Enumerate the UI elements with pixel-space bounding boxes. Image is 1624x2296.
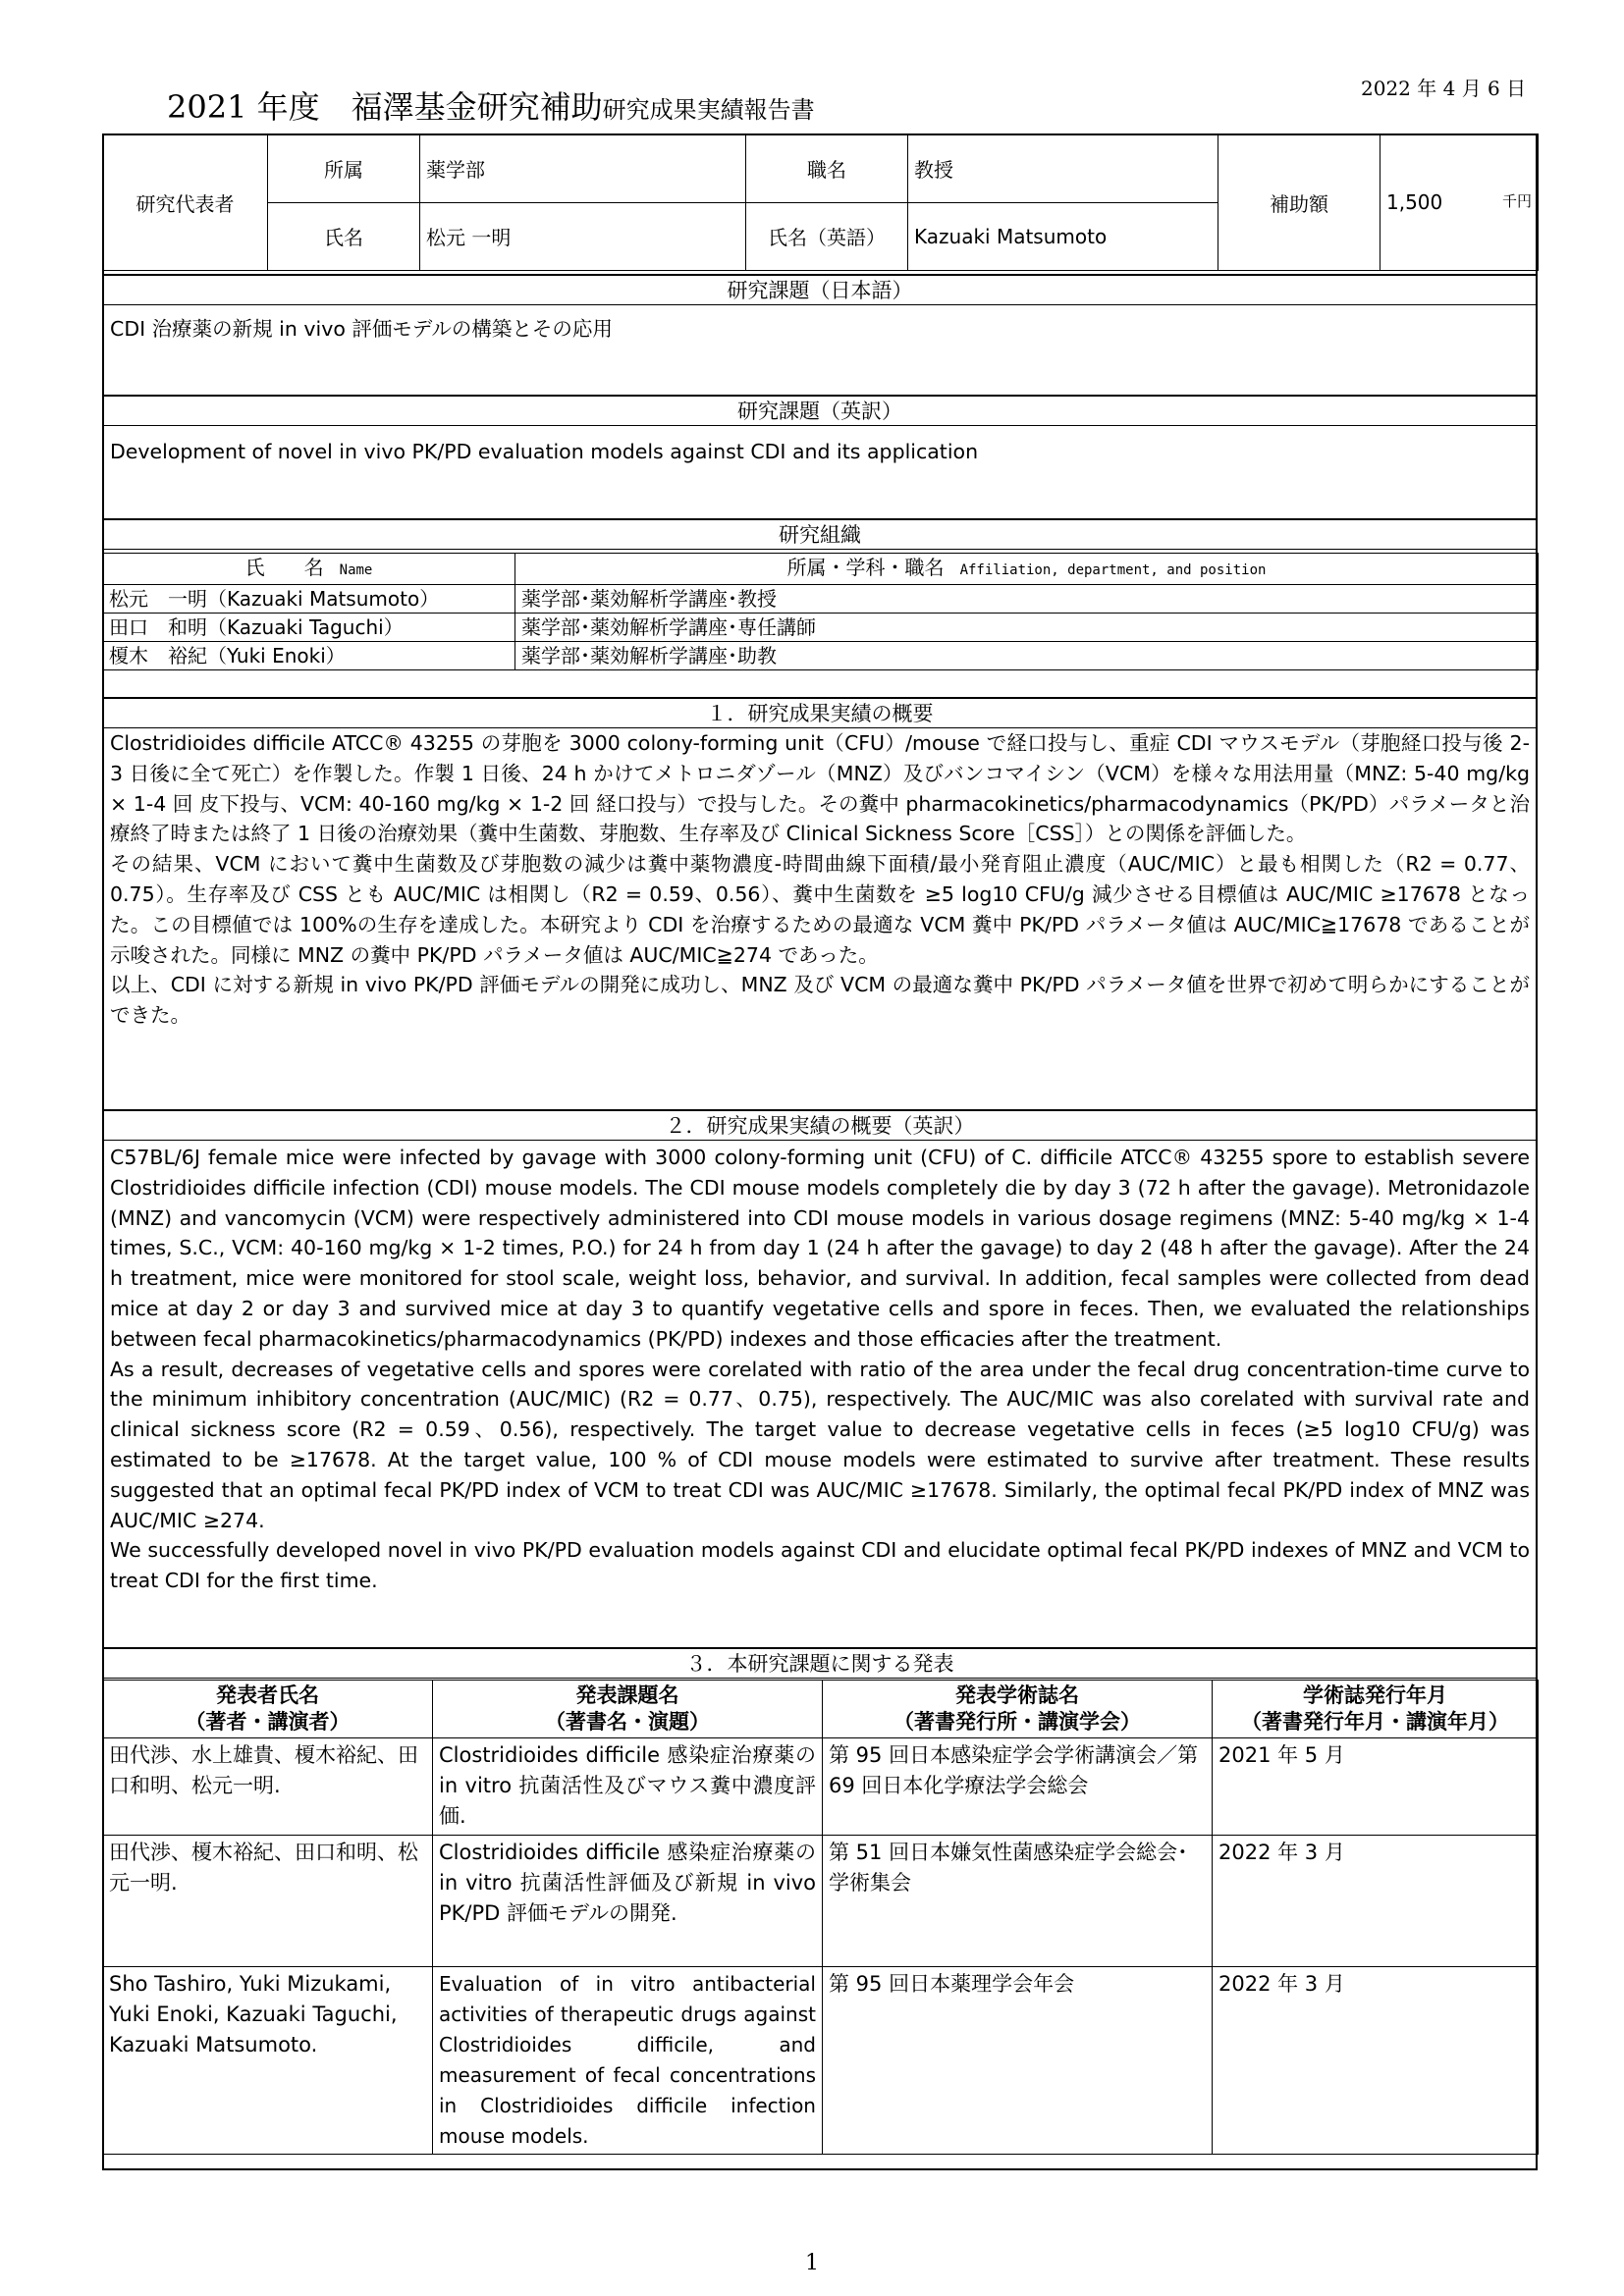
pub-title: Evaluation of in vitro antibacterial activities of therapeutic drugs against Clostridioides difficile, and measurement of fecal concentrations in Clostridioides difficile infection mouse models. xyxy=(433,1967,823,2155)
pub-date: 2022 年 3 月 xyxy=(1213,1836,1539,1967)
topic-ja-heading: 研究課題（日本語） xyxy=(102,274,1538,305)
report-title-main: 2021 年度 福澤基金研究補助 xyxy=(167,88,603,126)
pub-title: Clostridioides difficile 感染症治療薬の in vitro 抗菌活性評価及び新規 in vivo PK/PD 評価モデルの開発. xyxy=(433,1836,823,1967)
pub-authors: Sho Tashiro, Yuki Mizukami, Yuki Enoki, Kazuaki Taguchi, Kazuaki Matsumoto. xyxy=(103,1967,433,2155)
pub-col-date xyxy=(1213,1681,1539,1738)
grant-amount: 1,500 xyxy=(1386,190,1443,214)
org-col-name-ja: 氏 名 xyxy=(244,556,324,579)
pub-col-title-title: 発表課題名 xyxy=(575,1683,679,1707)
topic-ja-text: CDI 治療薬の新規 in vivo 評価モデルの構築とその応用 xyxy=(110,317,613,341)
name-value: 松元 一明 xyxy=(420,202,746,271)
pub-date: 2022 年 3 月 xyxy=(1213,1967,1539,2155)
org-member-row xyxy=(103,585,1539,614)
org-member-row xyxy=(103,642,1539,670)
pub-col-authors xyxy=(103,1681,433,1738)
summary-ja-paragraph: Clostridioides difficile ATCC® 43255 の芽胞を 3000 colony-forming unit（CFU）/mouse で経口投与し、重症 CDI マウスモデル（芽胞経口投与後 2-3 日後に全て死亡）を作製した。作製 1 日後、24 h かけてメトロニダゾール（MNZ）及びバンコマイシン（VCM）を様々な用法用量（MNZ: 5-40 mg/kg × 1-4 回 皮下投与、VCM: 40-160 mg/kg × 1-2 回 経口投与）で投与した。その糞中 pharmacokinetics/pharmacodynamics（PK/PD）パラメータと治療終了時または終了 1 日後の治療効果（糞中生菌数、芽胞数、生存率及び Clinical Sickness Score［CSS］）との関係を評価した。 xyxy=(110,731,1530,846)
grant-amount-cell xyxy=(1380,134,1539,271)
pub-title: Clostridioides difficile 感染症治療薬の in vitro 抗菌活性及びマウス糞中濃度評価. xyxy=(433,1738,823,1836)
org-col-name xyxy=(103,554,515,585)
pub-col-venue-title: 発表学術誌名 xyxy=(955,1683,1079,1707)
publications-table xyxy=(102,1680,1539,2155)
representative-info-table xyxy=(102,133,1539,271)
report-title-sub: 研究成果実績報告書 xyxy=(602,96,815,124)
summary-en-paragraph: As a result, decreases of vegetative cells and spores were corelated with ratio of the area under the fecal drug concentration-time curve to the minimum inhibitory concentration (AUC/MIC) (R2 = 0.77、0.75), respectively. The AUC/MIC was also corelated with survival rate and clinical sickness score (R2 = 0.59、0.56), respectively. The target value to decrease vegetative cells in feces (≥5 log10 CFU/g) was estimated to be ≥17678. At the target value, 100 % of CDI mouse models were estimated to survive after treatment. These results suggested that an optimal fecal PK/PD index of VCM to treat CDI was AUC/MIC ≥17678. Similarly, the optimal fecal PK/PD index of MNZ was AUC/MIC ≥274. xyxy=(110,1357,1530,1532)
pub-col-venue xyxy=(823,1681,1213,1738)
summary-ja-body xyxy=(110,728,1530,1031)
topic-en-heading: 研究課題（英訳） xyxy=(102,395,1538,426)
position-value: 教授 xyxy=(908,134,1218,203)
summary-en-heading: ２．研究成果実績の概要（英訳） xyxy=(102,1109,1538,1141)
org-member-affil: 薬学部･薬効解析学講座･専任講師 xyxy=(515,614,1539,642)
org-col-affil-ja: 所属・学科・職名 xyxy=(786,556,945,579)
table-row xyxy=(103,1836,1539,1967)
name-en-label: 氏名（英語） xyxy=(746,202,908,271)
publications-heading: ３．本研究課題に関する発表 xyxy=(102,1647,1538,1679)
grant-unit: 千円 xyxy=(1501,192,1532,210)
pub-col-authors-sub: （著者・講演者） xyxy=(185,1710,351,1734)
affiliation-value: 薬学部 xyxy=(420,134,746,203)
pub-col-date-title: 学術誌発行年月 xyxy=(1303,1683,1447,1707)
organization-heading: 研究組織 xyxy=(102,518,1538,550)
summary-ja-paragraph: 以上、CDI に対する新規 in vivo PK/PD 評価モデルの開発に成功し、MNZ 及び VCM の最適な糞中 PK/PD パラメータ値を世界で初めて明らかにすることができた。 xyxy=(110,973,1530,1028)
org-member-name: 榎木 裕紀（Yuki Enoki） xyxy=(103,642,515,670)
pub-col-venue-sub: （著書発行所・講演学会） xyxy=(893,1710,1141,1734)
table-row xyxy=(103,1967,1539,2155)
summary-en-body xyxy=(110,1143,1530,1596)
pub-venue: 第 95 回日本感染症学会学術講演会／第 69 回日本化学療法学会総会 xyxy=(823,1738,1213,1836)
pub-col-title xyxy=(433,1681,823,1738)
page-number: 1 xyxy=(805,2251,819,2275)
org-col-name-en: Name xyxy=(339,562,373,578)
position-label: 職名 xyxy=(746,134,908,203)
name-en-value: Kazuaki Matsumoto xyxy=(908,202,1218,271)
table-row xyxy=(103,1738,1539,1836)
pub-col-date-sub: （著書発行年月・講演年月） xyxy=(1241,1710,1509,1734)
report-title xyxy=(167,82,815,128)
summary-ja-paragraph: その結果、VCM において糞中生菌数及び芽胞数の減少は糞中薬物濃度-時間曲線下面積/最小発育阻止濃度（AUC/MIC）と最も相関した（R2 = 0.77、0.75）。生存率及び CSS とも AUC/MIC は相関し（R2 = 0.59、0.56）、糞中生菌数を ≥5 log10 CFU/g 減少させる目標値は AUC/MIC ≥17678 となった。この目標値では 100%の生存を達成した。本研究より CDI を治療するための最適な VCM 糞中 PK/PD パラメータ値は AUC/MIC≧17678 であることが示唆された。同様に MNZ の糞中 PK/PD パラメータ値は AUC/MIC≧274 であった。 xyxy=(110,852,1530,967)
publications-header-row xyxy=(103,1681,1539,1738)
pub-venue: 第 51 回日本嫌気性菌感染症学会総会･学術集会 xyxy=(823,1836,1213,1967)
report-date: 2022 年 4 月 6 日 xyxy=(1361,77,1527,100)
topic-en-text: Development of novel in vivo PK/PD evaluation models against CDI and its application xyxy=(110,440,979,463)
name-label: 氏名 xyxy=(268,202,420,271)
pub-col-title-sub: （著書名・演題） xyxy=(545,1710,710,1734)
summary-en-paragraph: C57BL/6J female mice were infected by gavage with 3000 colony-forming unit (CFU) of C. difficile ATCC® 43255 spore to establish severe Clostridioides difficile infection (CDI) mouse models. The CDI mouse models completely die by day 3 (72 h after the gavage). Metronidazole (MNZ) and vancomycin (VCM) were respectively administered into CDI mouse models in various dosage regimens (MNZ: 5-40 mg/kg × 1-4 times, S.C., VCM: 40-160 mg/kg × 1-2 times, P.O.) for 24 h from day 1 (24 h after the gavage) to day 2 (48 h after the gavage). After the 24 h treatment, mice were monitored for stool scale, weight loss, behavior, and survival. In addition, fecal samples were collected from dead mice at day 2 or day 3 and survived mice at day 3 to quantify vegetative cells and spore in feces. Then, we evaluated the relationships between fecal pharmacokinetics/pharmacodynamics (PK/PD) indexes and those efficacies after the treatment. xyxy=(110,1146,1530,1351)
org-member-name: 松元 一明（Kazuaki Matsumoto） xyxy=(103,585,515,614)
pub-venue: 第 95 回日本薬理学会年会 xyxy=(823,1967,1213,2155)
pub-col-authors-title: 発表者氏名 xyxy=(216,1683,319,1707)
pub-authors: 田代渉、榎木裕紀、田口和明、松元一明. xyxy=(103,1836,433,1967)
summary-en-paragraph: We successfully developed novel in vivo PK/PD evaluation models against CDI and elucidate optimal fecal PK/PD indexes of MNZ and VCM to treat CDI for the first time. xyxy=(110,1538,1530,1593)
summary-ja-heading: １．研究成果実績の概要 xyxy=(102,697,1538,728)
org-member-row xyxy=(103,614,1539,642)
pub-authors: 田代渉、水上雄貴、榎木裕紀、田口和明、松元一明. xyxy=(103,1738,433,1836)
pub-date: 2021 年 5 月 xyxy=(1213,1738,1539,1836)
grant-label: 補助額 xyxy=(1218,134,1380,271)
affiliation-label: 所属 xyxy=(268,134,420,203)
org-member-name: 田口 和明（Kazuaki Taguchi） xyxy=(103,614,515,642)
representative-label: 研究代表者 xyxy=(103,134,268,271)
org-col-affil xyxy=(515,554,1539,585)
org-member-affil: 薬学部･薬効解析学講座･教授 xyxy=(515,585,1539,614)
organization-table xyxy=(102,553,1539,670)
org-member-affil: 薬学部･薬効解析学講座･助教 xyxy=(515,642,1539,670)
org-col-affil-en: Affiliation, department, and position xyxy=(959,562,1267,578)
